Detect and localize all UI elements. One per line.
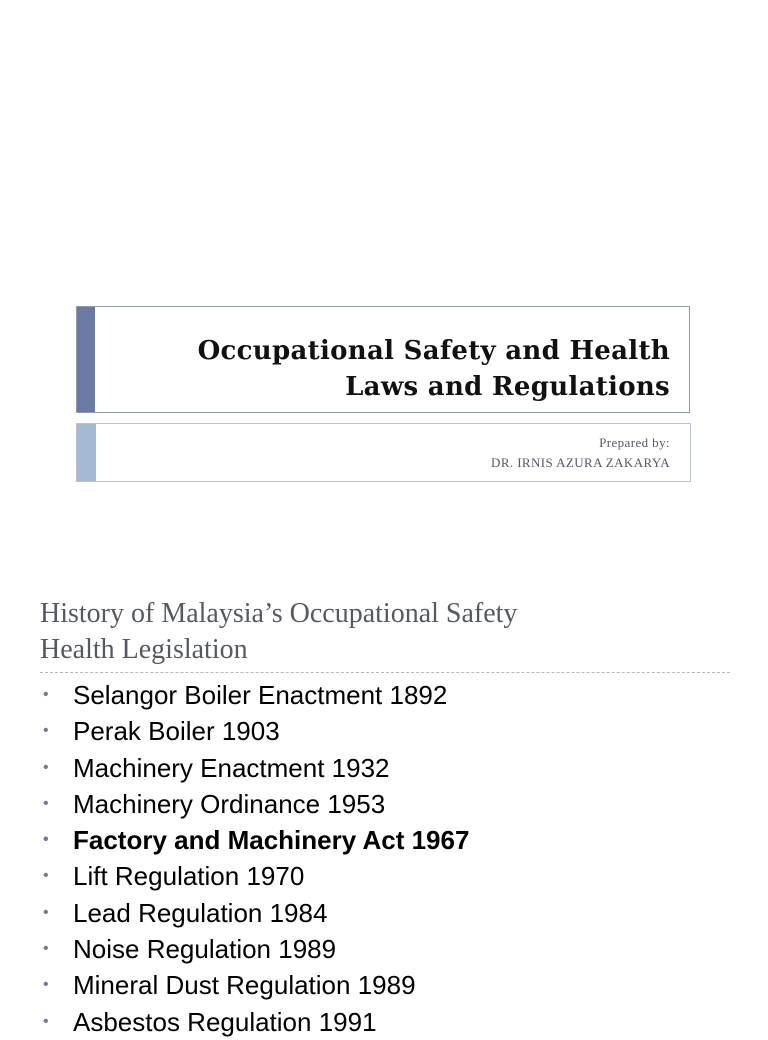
slide-title [198, 333, 670, 405]
legislation-list [40, 677, 469, 1040]
bullet-dot-icon: • [43, 686, 49, 703]
list-item [40, 967, 469, 1003]
list-item-text: Perak Boiler 1903 [73, 716, 280, 747]
list-item [40, 786, 469, 822]
bullet-dot-icon: • [43, 831, 49, 849]
list-item-text: Lift Regulation 1970 [73, 861, 305, 892]
bullet-dot-icon: • [43, 903, 49, 921]
list-item-text: Selangor Boiler Enactment 1892 [73, 680, 448, 710]
bullet-dot-icon: • [43, 1012, 49, 1030]
list-item-text: Mineral Dust Regulation 1989 [73, 970, 416, 1001]
list-item-text: Factory and Machinery Act 1967 [73, 825, 470, 856]
bullet-dot-icon: • [43, 722, 49, 740]
bullet-dot-icon: • [43, 794, 49, 812]
list-item [40, 858, 469, 894]
title-accent-bar [77, 307, 95, 412]
heading-line-2: Health Legislation [40, 634, 248, 665]
list-item-text: Machinery Enactment 1932 [73, 752, 390, 783]
author-block [491, 433, 670, 473]
list-item-text: Noise Regulation 1989 [73, 934, 337, 965]
subtitle-accent-bar [77, 424, 96, 481]
list-item [40, 895, 469, 931]
subtitle-box [76, 423, 691, 482]
list-item [40, 931, 469, 967]
list-item [40, 750, 469, 786]
list-item-text: Asbestos Regulation 1991 [73, 1006, 377, 1037]
bullet-dot-icon: • [43, 867, 49, 885]
title-box [76, 306, 690, 413]
list-item-text: Lead Regulation 1984 [73, 897, 328, 928]
bullet-dot-icon: • [43, 758, 49, 776]
list-item [40, 1004, 469, 1040]
list-item-text: Machinery Ordinance 1953 [73, 788, 386, 819]
author-name: DR. IRNIS AZURA ZAKARYA [491, 455, 670, 470]
title-line-2: Laws and Regulations [345, 372, 670, 402]
list-item [40, 713, 469, 749]
bullet-dot-icon: • [43, 940, 49, 958]
history-slide [0, 576, 768, 1037]
prepared-by-label: Prepared by: [599, 435, 670, 450]
bullet-dot-icon: • [43, 976, 49, 994]
list-item [40, 822, 469, 858]
history-heading [40, 596, 730, 668]
title-line-1: Occupational Safety and Health [197, 336, 670, 366]
heading-line-1: History of Malaysia’s Occupational Safety [40, 598, 518, 629]
list-item [40, 677, 469, 713]
heading-divider [40, 672, 730, 673]
